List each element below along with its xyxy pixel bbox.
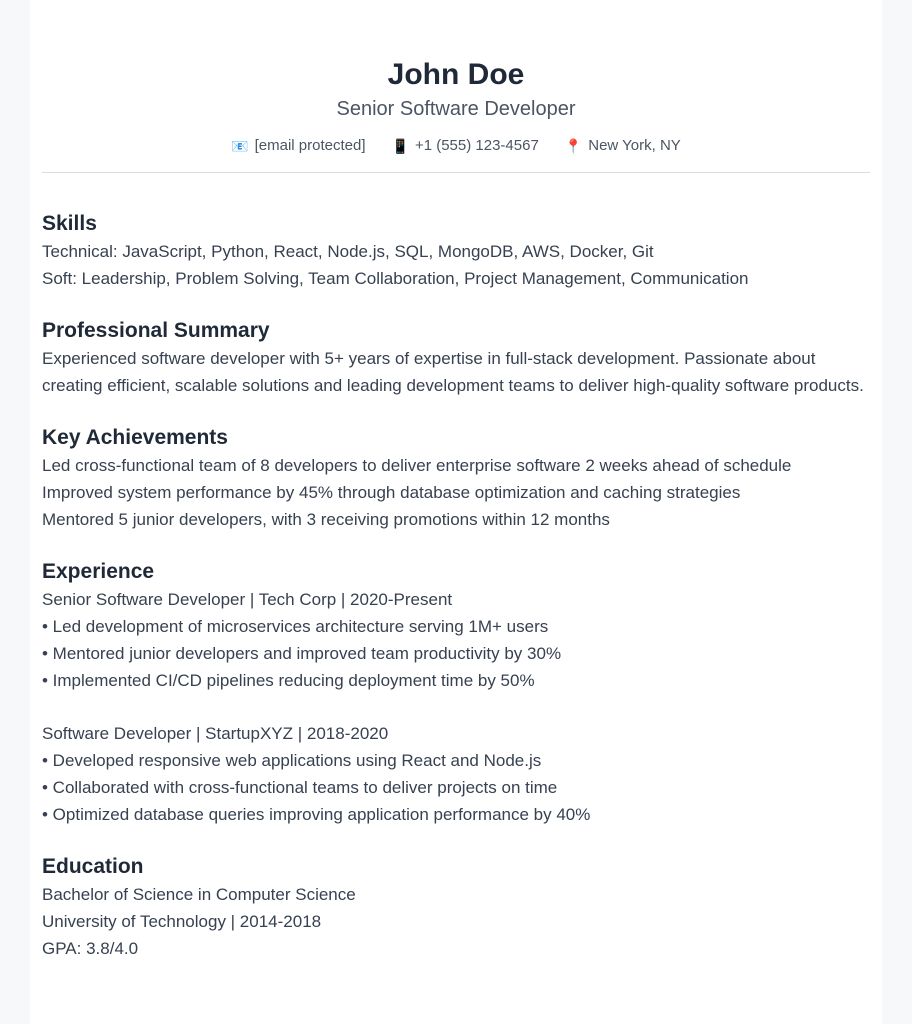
phone-text: +1 (555) 123-4567 (414, 137, 539, 154)
job-bullet: • Mentored junior developers and improved team productivity by 30% (42, 644, 562, 663)
achievements-section (42, 424, 872, 533)
achievement-item: Improved system performance by 45% through database optimization and caching strategies (42, 483, 741, 502)
job-title: Software Developer | StartupXYZ | 2018-2020 (42, 724, 389, 743)
experience-section (42, 558, 872, 828)
contact-email[interactable] (231, 136, 365, 156)
job-title: Senior Software Developer | Tech Corp | 2020-Present (42, 590, 453, 609)
resume-header (42, 56, 870, 156)
job-bullet: • Developed responsive web applications using React and Node.js (42, 751, 542, 770)
achievement-item: Mentored 5 junior developers, with 3 receiving promotions within 12 months (42, 510, 610, 529)
candidate-title: Senior Software Developer (336, 98, 576, 120)
summary-section (42, 317, 872, 399)
contact-location (565, 136, 681, 156)
achievements-heading: Key Achievements (42, 426, 228, 449)
resume-page (30, 0, 882, 1024)
summary-heading: Professional Summary (42, 319, 270, 342)
experience-heading: Experience (42, 560, 155, 583)
achievement-item: Led cross-functional team of 8 developers to deliver enterprise software 2 weeks ahead of schedule (42, 456, 792, 475)
job-bullet: • Implemented CI/CD pipelines reducing deployment time by 50% (42, 671, 535, 690)
summary-line: Experienced software developer with 5+ years of expertise in full-stack development. Passionate about (42, 349, 816, 368)
summary-line: creating efficient, scalable solutions and leading development teams to deliver high-quality software products. (42, 376, 864, 395)
resume-content (42, 210, 872, 987)
contact-info (42, 136, 870, 156)
phone-icon: 📱 (391, 138, 409, 154)
education-heading: Education (42, 855, 144, 878)
contact-phone[interactable] (392, 136, 539, 156)
candidate-name: John Doe (387, 58, 525, 91)
job-bullet: • Optimized database queries improving application performance by 40% (42, 805, 591, 824)
job-bullet: • Led development of microservices architecture serving 1M+ users (42, 617, 549, 636)
soft-skills: Soft: Leadership, Problem Solving, Team Collaboration, Project Management, Communication (42, 269, 749, 288)
degree: Bachelor of Science in Computer Science (42, 885, 356, 904)
job-bullet: • Collaborated with cross-functional teams to deliver projects on time (42, 778, 558, 797)
header-divider (42, 172, 870, 173)
education-section (42, 853, 872, 962)
job-entry (42, 586, 872, 694)
skills-section (42, 210, 872, 292)
skills-heading: Skills (42, 212, 97, 235)
email-icon: 📧 (231, 138, 249, 154)
school: University of Technology | 2014-2018 (42, 912, 322, 931)
location-text: New York, NY (588, 137, 681, 154)
gpa: GPA: 3.8/4.0 (42, 939, 139, 958)
email-text: [email protected] (254, 137, 366, 154)
technical-skills: Technical: JavaScript, Python, React, Node.js, SQL, MongoDB, AWS, Docker, Git (42, 242, 654, 261)
location-pin-icon: 📍 (564, 138, 583, 154)
job-entry (42, 720, 872, 828)
